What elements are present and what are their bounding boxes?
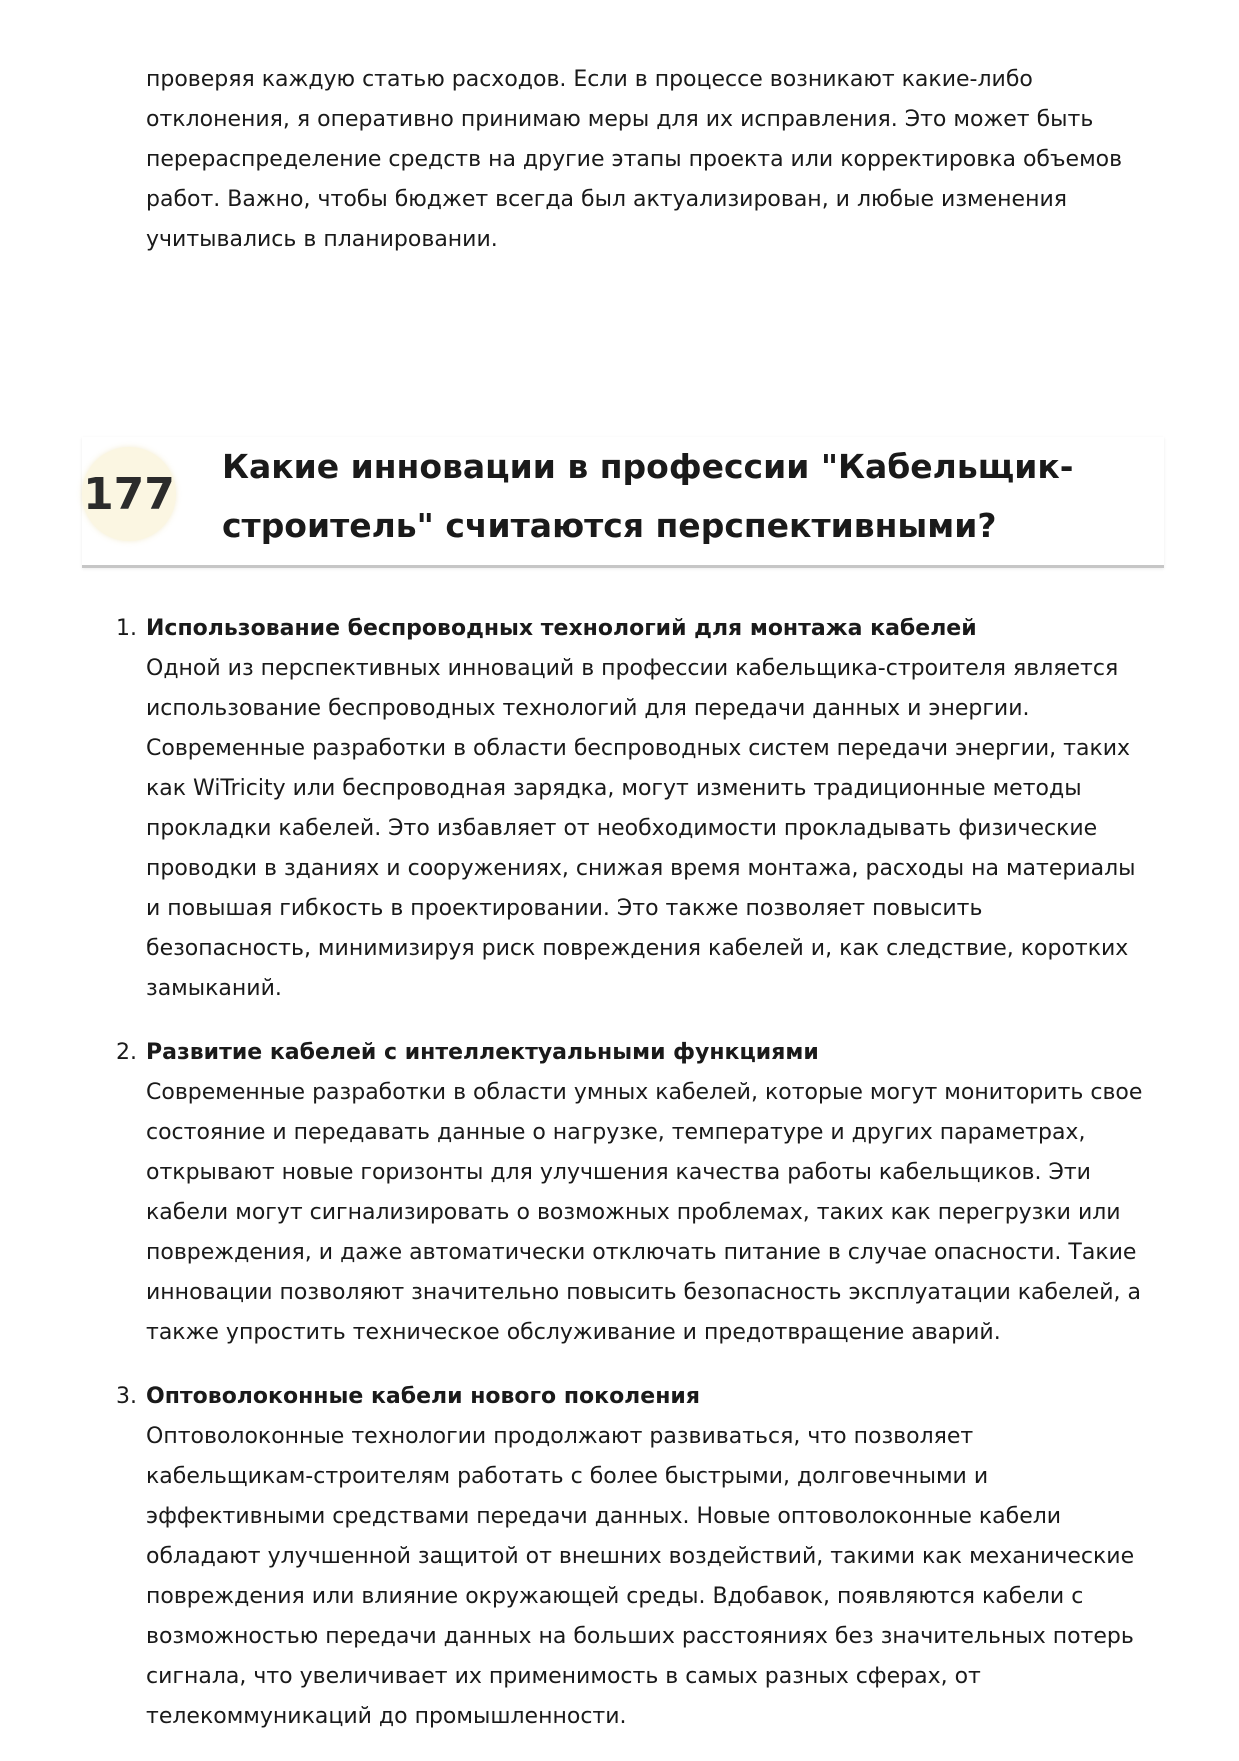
list-item-number: 2.: [116, 1040, 137, 1065]
question-heading: [82, 437, 1164, 568]
list-item: [116, 1377, 1146, 1737]
list-item-body: Одной из перспективных инноваций в профессии кабельщика-строителя является использование беспроводных технологий для передачи данных и энергии. Современные разработки в области беспроводных систем передачи энергии, таких как WiTricity или беспроводная зарядка, могут изменить традиционные методы прокладки кабелей. Это избавляет от необходимости прокладывать физические проводки в зданиях и сооружениях, снижая время монтажа, расходы на материалы и повышая гибкость в проектировании. Это также позволяет повысить безопасность, минимизируя риск повреждения кабелей и, как следствие, коротких замыканий.: [146, 656, 1136, 1001]
list-item-title: Использование беспроводных технологий для монтажа кабелей: [146, 616, 977, 641]
list-item-body: Современные разработки в области умных кабелей, которые могут мониторить свое состояние и передавать данные о нагрузке, температуре и других параметрах, открывают новые горизонты для улучшения качества работы кабельщиков. Эти кабели могут сигнализировать о возможных проблемах, таких как перегрузки или повреждения, и даже автоматически отключать питание в случае опасности. Такие инновации позволяют значительно повысить безопасность эксплуатации кабелей, а также упростить техническое обслуживание и предотвращение аварий.: [146, 1080, 1143, 1345]
question-number-badge: 177: [82, 447, 176, 541]
question-title: Какие инновации в профессии "Кабельщик-строитель" считаются перспективными?: [222, 447, 1074, 545]
list-item: [116, 609, 1146, 1009]
list-item-number: 3.: [116, 1384, 137, 1409]
list-item-body: Оптоволоконные технологии продолжают развиваться, что позволяет кабельщикам-строителям работать с более быстрыми, долговечными и эффективными средствами передачи данных. Новые оптоволоконные кабели обладают улучшенной защитой от внешних воздействий, такими как механические повреждения или влияние окружающей среды. Вдобавок, появляются кабели с возможностью передачи данных на больших расстояниях без значительных потерь сигнала, что увеличивает их применимость в самых разных сферах, от телекоммуникаций до промышленности.: [146, 1424, 1135, 1729]
list-item-number: 1.: [116, 616, 137, 641]
list-item: [116, 1033, 1146, 1353]
answer-list: [116, 609, 1146, 1761]
list-item-title: Оптоволоконные кабели нового поколения: [146, 1384, 700, 1409]
intro-paragraph: проверяя каждую статью расходов. Если в процессе возникают какие-либо отклонения, я оперативно принимаю меры для их исправления. Это может быть перераспределение средств на другие этапы проекта или корректировка объемов работ. Важно, чтобы бюджет всегда был актуализирован, и любые изменения учитывались в планировании.: [146, 67, 1123, 252]
list-item-title: Развитие кабелей с интеллектуальными функциями: [146, 1040, 819, 1065]
